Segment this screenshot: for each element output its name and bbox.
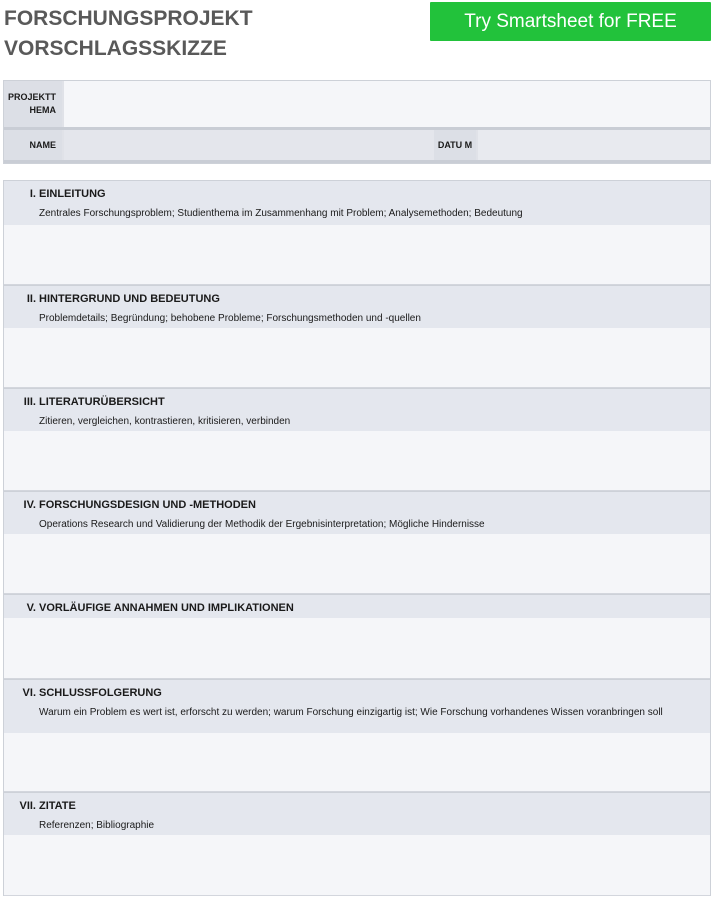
section-title: FORSCHUNGSDESIGN UND -METHODEN [39, 499, 256, 511]
section-content-field[interactable] [4, 835, 710, 896]
section-description: Operations Research und Validierung der Methodik der Ergebnisinterpretation; Mögliche Hindernisse [39, 519, 485, 530]
meta-row-topic [4, 81, 710, 130]
section-content-field[interactable] [4, 733, 710, 792]
section-description: Zentrales Forschungsproblem; Studienthema im Zusammenhang mit Problem; Analysemethoden; Bedeutung [39, 208, 523, 219]
try-smartsheet-button[interactable]: Try Smartsheet for FREE [430, 2, 711, 41]
section-title: LITERATURÜBERSICHT [39, 396, 165, 408]
date-label: DATU M [434, 130, 476, 160]
name-field[interactable] [62, 130, 434, 160]
section-number: II. [26, 293, 36, 305]
section-header [4, 792, 710, 835]
section-header [4, 594, 710, 618]
section-number: V. [26, 602, 36, 614]
title-line-2: VORSCHLAGSSKIZZE [4, 37, 227, 60]
section-title: SCHLUSSFOLGERUNG [39, 687, 162, 699]
project-topic-field[interactable] [62, 81, 710, 127]
date-field[interactable] [476, 130, 710, 160]
title-line-1: FORSCHUNGSPROJEKT [4, 7, 253, 30]
meta-row-name-date [4, 130, 710, 163]
section-header [4, 181, 710, 225]
section-number: I. [29, 188, 36, 200]
section-description: Referenzen; Bibliographie [39, 820, 155, 831]
outline-sections [3, 180, 711, 896]
section-header [4, 491, 710, 534]
section-description: Problemdetails; Begründung; behobene Probleme; Forschungsmethoden und -quellen [39, 313, 421, 324]
section-title: VORLÄUFIGE ANNAHMEN UND IMPLIKATIONEN [39, 602, 294, 614]
section-header [4, 285, 710, 328]
project-topic-label: PROJEKTT HEMA [4, 81, 62, 127]
section-header [4, 679, 710, 733]
section-description: Zitieren, vergleichen, kontrastieren, kritisieren, verbinden [39, 416, 291, 427]
page-title [4, 4, 253, 64]
section-number: IV. [23, 499, 36, 511]
project-meta-table [3, 80, 711, 164]
section-number: III. [23, 396, 36, 408]
section-content-field[interactable] [4, 431, 710, 491]
section-title: ZITATE [39, 800, 76, 812]
section-number: VII. [19, 800, 36, 812]
section-title: HINTERGRUND UND BEDEUTUNG [39, 293, 220, 305]
section-description: Warum ein Problem es wert ist, erforscht zu werden; warum Forschung einzigartig ist; Wie Forschung vorhandenes Wissen voranbringen soll [39, 707, 663, 718]
section-content-field[interactable] [4, 534, 710, 594]
name-label: NAME [4, 130, 62, 160]
section-number: VI. [22, 687, 36, 699]
section-header [4, 388, 710, 431]
section-content-field[interactable] [4, 328, 710, 388]
section-title: EINLEITUNG [39, 188, 106, 200]
section-content-field[interactable] [4, 618, 710, 679]
section-content-field[interactable] [4, 225, 710, 285]
